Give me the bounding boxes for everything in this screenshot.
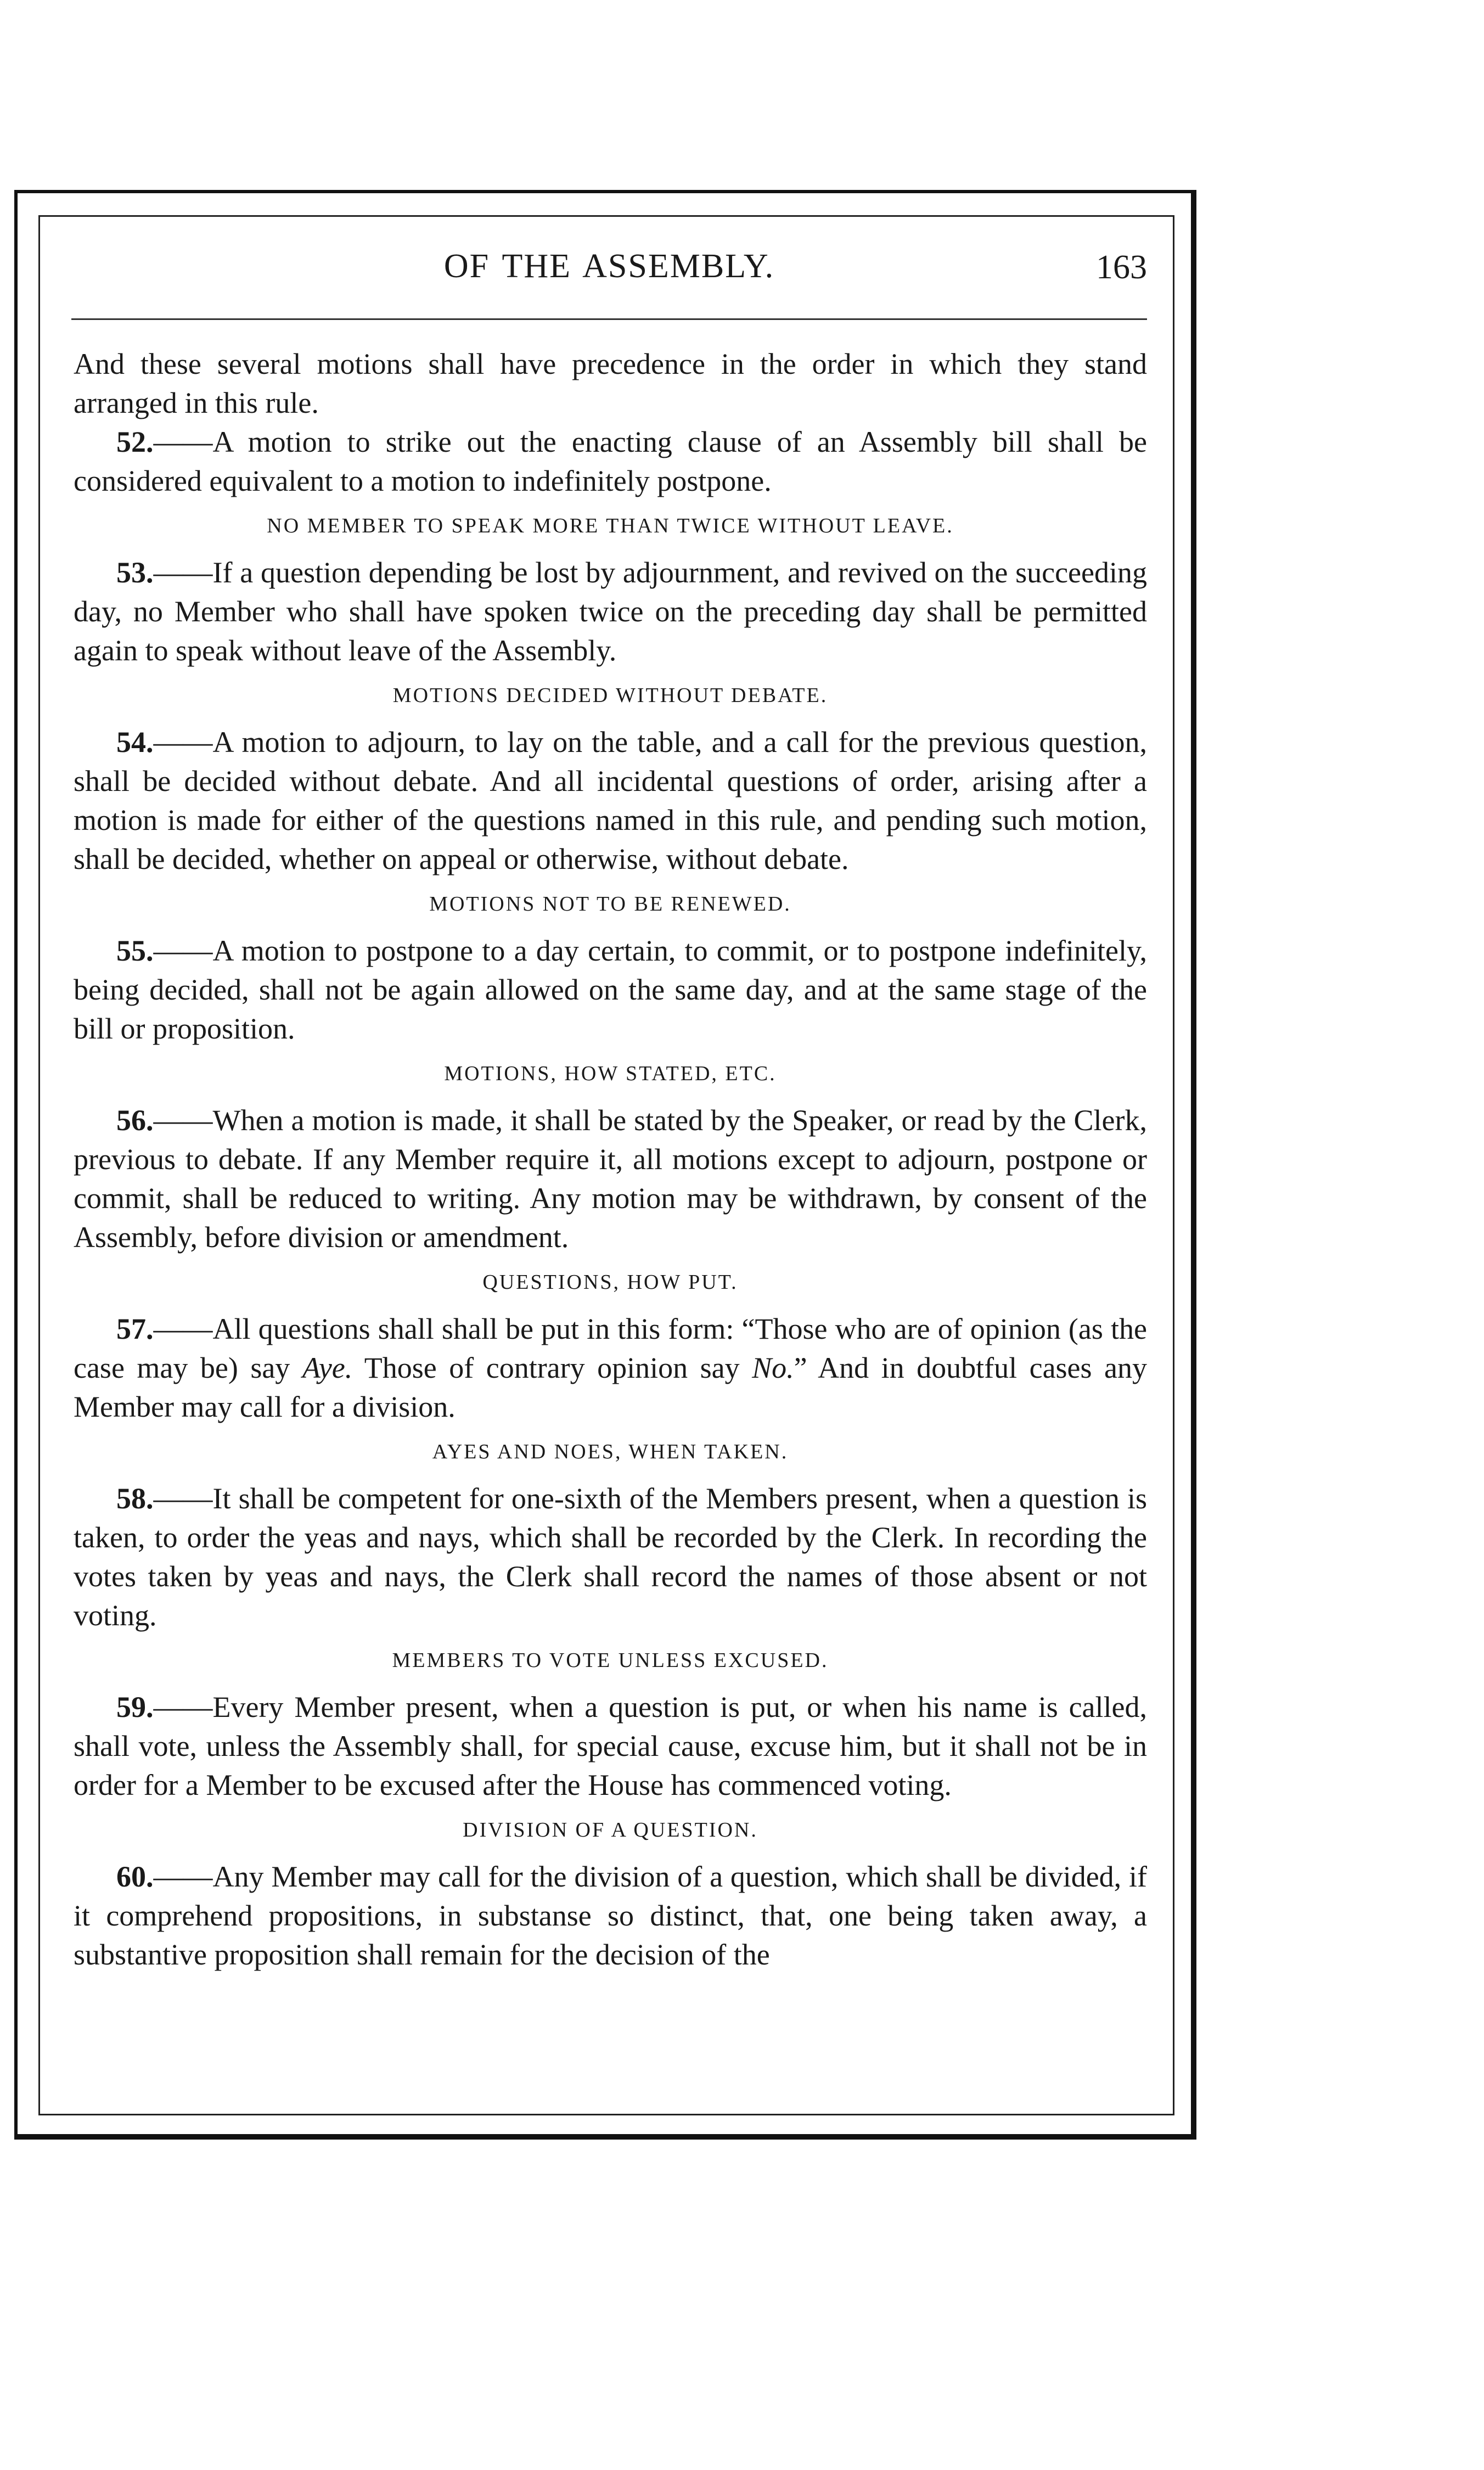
rule-number: 54. [116, 726, 154, 759]
section-heading: DIVISION OF A QUESTION. [463, 1818, 758, 1842]
rule-52 [74, 423, 1147, 501]
rule-text: ——Any Member may call for the division of a question, which shall be divided, if it comprehend propositions, in substanse so distinct, that, one being taken away, a substantive proposition shall remain for the decision of the [74, 1860, 1147, 1971]
section-heading: NO MEMBER TO SPEAK MORE THAN TWICE WITHOUT LEAVE. [267, 514, 954, 537]
rule-text: ——A motion to postpone to a day certain, to commit, or to postpone indefinitely, being decided, shall not be again allowed on the same day, and at the same stage of the bill or proposition. [74, 934, 1147, 1045]
rule-text: ——When a motion is made, it shall be stated by the Speaker, or read by the Clerk, previous to debate. If any Member require it, all motions except to adjourn, postpone or commit, shall be reduced to writing. Any motion may be withdrawn, by consent of the Assembly, before division or amendment. [74, 1104, 1147, 1254]
section-heading: AYES AND NOES, WHEN TAKEN. [432, 1440, 789, 1463]
rule-text: ——Every Member present, when a question is put, or when his name is called, shall vote, unless the Assembly shall, for special cause, excuse him, but it shall not be in order for a Member to be excused after the House has commenced voting. [74, 1691, 1147, 1801]
section-heading: MOTIONS DECIDED WITHOUT DEBATE. [392, 684, 828, 707]
page-number: 163 [1096, 249, 1147, 286]
paragraph-intro: And these several motions shall have precedence in the order in which they stand arranged in this rule. [74, 347, 1147, 419]
rule-text: Those of contrary opinion say [352, 1351, 752, 1384]
rule-text: ——A motion to strike out the enacting clause of an Assembly bill shall be considered equivalent to a motion to indefinitely postpone. [74, 425, 1147, 497]
section-heading: MEMBERS TO VOTE UNLESS EXCUSED. [392, 1649, 829, 1672]
header-title: OF THE ASSEMBLY. [443, 248, 775, 285]
rule-emphasis-no: No. [752, 1351, 794, 1384]
rule-number: 58. [116, 1482, 154, 1515]
page-body [74, 345, 1147, 1974]
rule-number: 53. [116, 556, 154, 589]
rule-57 [74, 1310, 1147, 1427]
rule-53 [74, 553, 1147, 670]
rule-55 [74, 931, 1147, 1048]
rule-text: ——A motion to adjourn, to lay on the table, and a call for the previous question, shall be decided without debate. And all incidental questions of order, arising after a motion is made for either of the questions named in this rule, and pending such motion, shall be decided, whether on appeal or otherwise, without debate. [74, 726, 1147, 875]
rule-60 [74, 1857, 1147, 1974]
rule-text: ” And in doubtful cases any Member may call for a division. [74, 1351, 1147, 1423]
rule-number: 56. [116, 1104, 154, 1137]
section-heading: QUESTIONS, HOW PUT. [482, 1271, 738, 1294]
header-rule [71, 318, 1147, 320]
rule-number: 60. [116, 1860, 154, 1893]
rule-text: ——All questions shall shall be put in this form: “Those who are of opinion (as the case may be) say [74, 1312, 1147, 1384]
rule-text: ——If a question depending be lost by adjournment, and revived on the succeeding day, no Member who shall have spoken twice on the preceding day shall be permitted again to speak without leave of the Assembly. [74, 556, 1147, 667]
section-heading: MOTIONS, HOW STATED, ETC. [444, 1062, 777, 1085]
rule-54 [74, 723, 1147, 879]
rule-56 [74, 1101, 1147, 1257]
rule-number: 52. [116, 425, 154, 458]
rule-emphasis-aye: Aye. [302, 1351, 353, 1384]
rule-number: 59. [116, 1691, 154, 1724]
rule-number: 55. [116, 934, 154, 967]
rule-text: ——It shall be competent for one-sixth of the Members present, when a question is taken, to order the yeas and nays, which shall be recorded by the Clerk. In recording the votes taken by yeas and nays, the Clerk shall record the names of those absent or not voting. [74, 1482, 1147, 1632]
running-header [71, 236, 1147, 302]
rule-number: 57. [116, 1312, 154, 1345]
section-heading: MOTIONS NOT TO BE RENEWED. [429, 892, 791, 916]
rule-59 [74, 1688, 1147, 1805]
rule-58 [74, 1479, 1147, 1635]
